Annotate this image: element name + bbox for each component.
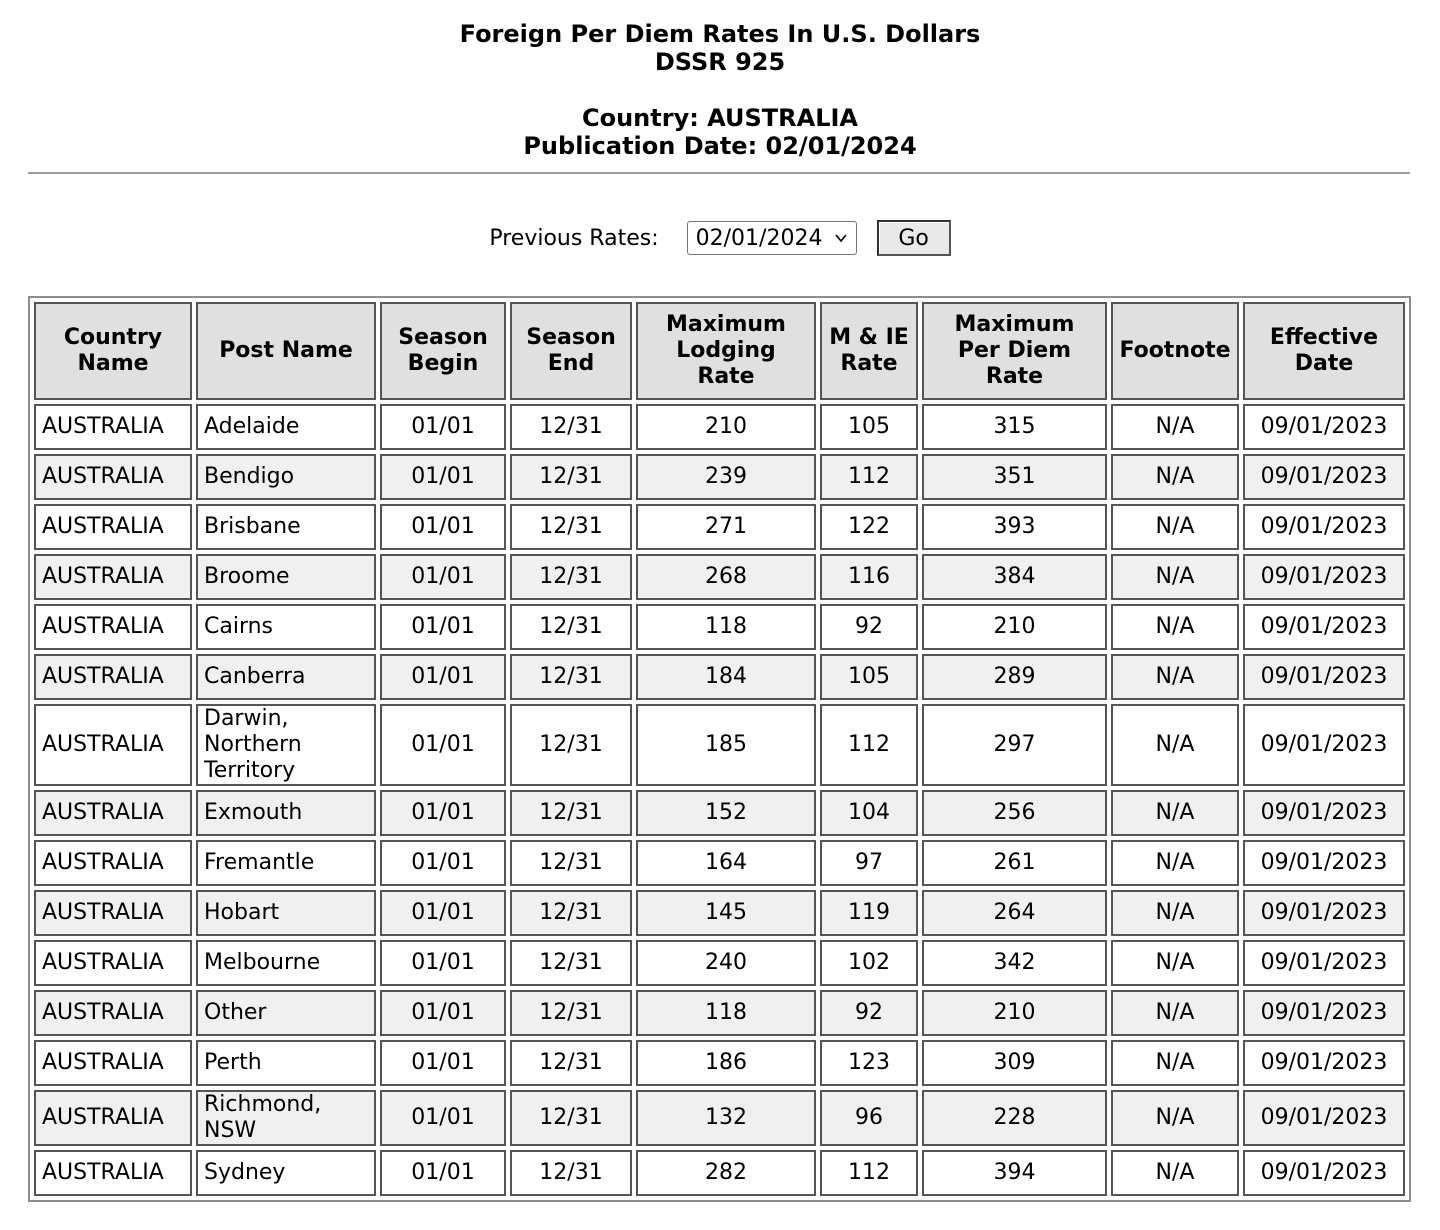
go-button[interactable]: Go [877,220,951,256]
table-cell: N/A [1111,554,1239,600]
table-cell: AUSTRALIA [34,704,192,786]
chevron-down-icon [834,231,848,245]
previous-rates-label: Previous Rates: [489,225,659,251]
table-cell: Adelaide [196,404,376,450]
table-cell: 210 [636,404,816,450]
table-cell: 09/01/2023 [1243,990,1405,1036]
country-line: Country: AUSTRALIA [581,104,858,132]
table-cell: AUSTRALIA [34,940,192,986]
table-cell: Melbourne [196,940,376,986]
table-cell: 09/01/2023 [1243,604,1405,650]
table-cell: 384 [922,554,1107,600]
table-cell: 12/31 [510,604,632,650]
table-cell: AUSTRALIA [34,504,192,550]
table-row [34,1090,1405,1146]
table-cell: 240 [636,940,816,986]
table-cell: 12/31 [510,940,632,986]
table-cell: 152 [636,790,816,836]
table-cell: 12/31 [510,554,632,600]
table-cell: 119 [820,890,918,936]
table-cell: AUSTRALIA [34,1040,192,1086]
table-cell: 09/01/2023 [1243,1150,1405,1196]
table-cell: 118 [636,604,816,650]
table-cell: 09/01/2023 [1243,704,1405,786]
table-cell: 09/01/2023 [1243,790,1405,836]
table-cell: 112 [820,454,918,500]
column-header: Post Name [196,302,376,400]
table-cell: AUSTRALIA [34,604,192,650]
table-cell: AUSTRALIA [34,554,192,600]
table-cell: N/A [1111,1090,1239,1146]
table-row [34,654,1405,700]
table-cell: 97 [820,840,918,886]
table-cell: 289 [922,654,1107,700]
table-cell: 12/31 [510,790,632,836]
table-cell: 09/01/2023 [1243,504,1405,550]
table-cell: Fremantle [196,840,376,886]
table-cell: 105 [820,654,918,700]
table-cell: N/A [1111,890,1239,936]
table-cell: N/A [1111,454,1239,500]
table-cell: 12/31 [510,890,632,936]
table-cell: 01/01 [380,940,506,986]
column-header: Season Begin [380,302,506,400]
table-cell: 09/01/2023 [1243,404,1405,450]
table-cell: 09/01/2023 [1243,940,1405,986]
table-cell: 01/01 [380,1090,506,1146]
table-cell: 12/31 [510,504,632,550]
table-cell: 102 [820,940,918,986]
previous-rates-form [0,220,1440,256]
column-header: M & IE Rate [820,302,918,400]
table-row [34,554,1405,600]
table-cell: 185 [636,704,816,786]
table-body [34,404,1405,1196]
table-cell: 268 [636,554,816,600]
table-cell: Richmond, NSW [196,1090,376,1146]
table-row [34,404,1405,450]
table-cell: 01/01 [380,790,506,836]
table-cell: 09/01/2023 [1243,454,1405,500]
table-cell: Bendigo [196,454,376,500]
page-title: Foreign Per Diem Rates In U.S. Dollars [459,20,981,48]
table-cell: 12/31 [510,1150,632,1196]
table-cell: 315 [922,404,1107,450]
table-cell: AUSTRALIA [34,654,192,700]
table-cell: N/A [1111,654,1239,700]
table-cell: 239 [636,454,816,500]
column-header: Effective Date [1243,302,1405,400]
table-cell: Brisbane [196,504,376,550]
table-cell: 104 [820,790,918,836]
table-cell: AUSTRALIA [34,890,192,936]
table-cell: 228 [922,1090,1107,1146]
table-cell: AUSTRALIA [34,1090,192,1146]
table-cell: N/A [1111,840,1239,886]
table-cell: 09/01/2023 [1243,840,1405,886]
table-cell: 261 [922,840,1107,886]
horizontal-rule [28,172,1410,174]
table-row [34,840,1405,886]
table-cell: N/A [1111,604,1239,650]
column-header: Country Name [34,302,192,400]
table-cell: Canberra [196,654,376,700]
table-cell: 92 [820,990,918,1036]
table-cell: 309 [922,1040,1107,1086]
table-cell: 105 [820,404,918,450]
table-cell: 112 [820,1150,918,1196]
table-cell: Darwin, Northern Territory [196,704,376,786]
table-cell: 186 [636,1040,816,1086]
table-cell: N/A [1111,940,1239,986]
table-cell: 12/31 [510,404,632,450]
table-cell: 96 [820,1090,918,1146]
table-cell: 297 [922,704,1107,786]
table-cell: Other [196,990,376,1036]
table-cell: N/A [1111,990,1239,1036]
table-row [34,940,1405,986]
table-cell: 271 [636,504,816,550]
table-cell: 92 [820,604,918,650]
table-cell: 282 [636,1150,816,1196]
page-subtitle: DSSR 925 [654,48,786,76]
per-diem-table [30,298,1409,1200]
table-cell: 118 [636,990,816,1036]
table-row [34,704,1405,786]
table-cell: AUSTRALIA [34,840,192,886]
table-cell: 12/31 [510,1090,632,1146]
table-cell: 123 [820,1040,918,1086]
column-header: Season End [510,302,632,400]
column-header: Footnote [1111,302,1239,400]
table-cell: 01/01 [380,704,506,786]
table-cell: 09/01/2023 [1243,890,1405,936]
table-cell: 12/31 [510,654,632,700]
table-header-row [34,302,1405,400]
table-cell: 12/31 [510,454,632,500]
table-cell: AUSTRALIA [34,990,192,1036]
table-cell: 264 [922,890,1107,936]
table-cell: N/A [1111,504,1239,550]
table-cell: Cairns [196,604,376,650]
table-cell: 01/01 [380,890,506,936]
table-cell: 01/01 [380,454,506,500]
table-cell: 12/31 [510,990,632,1036]
table-cell: 112 [820,704,918,786]
table-cell: 01/01 [380,404,506,450]
table-cell: 01/01 [380,990,506,1036]
table-row [34,890,1405,936]
table-cell: N/A [1111,1150,1239,1196]
table-cell: 342 [922,940,1107,986]
table-cell: 09/01/2023 [1243,1040,1405,1086]
table-cell: 01/01 [380,504,506,550]
table-cell: 256 [922,790,1107,836]
table-cell: N/A [1111,790,1239,836]
table-cell: 394 [922,1150,1107,1196]
table-row [34,790,1405,836]
table-cell: 351 [922,454,1107,500]
table-row [34,454,1405,500]
table-cell: 132 [636,1090,816,1146]
table-row [34,1040,1405,1086]
table-cell: 09/01/2023 [1243,654,1405,700]
publication-date-line: Publication Date: 02/01/2024 [523,132,917,160]
table-cell: Exmouth [196,790,376,836]
table-cell: AUSTRALIA [34,1150,192,1196]
table-cell: 01/01 [380,1040,506,1086]
table-cell: N/A [1111,1040,1239,1086]
table-cell: 116 [820,554,918,600]
previous-rates-selected-value: 02/01/2024 [695,225,823,251]
column-header: Maximum Per Diem Rate [922,302,1107,400]
table-cell: 145 [636,890,816,936]
table-cell: 09/01/2023 [1243,1090,1405,1146]
table-cell: 01/01 [380,1150,506,1196]
table-cell: 122 [820,504,918,550]
table-cell: AUSTRALIA [34,454,192,500]
table-cell: 393 [922,504,1107,550]
table-cell: AUSTRALIA [34,790,192,836]
table-cell: 12/31 [510,704,632,786]
table-cell: 12/31 [510,840,632,886]
previous-rates-select[interactable] [687,221,857,255]
table-row [34,604,1405,650]
table-row [34,1150,1405,1196]
table-cell: N/A [1111,704,1239,786]
table-cell: 01/01 [380,604,506,650]
table-cell: 164 [636,840,816,886]
table-cell: 09/01/2023 [1243,554,1405,600]
per-diem-table-container [28,296,1411,1202]
table-cell: 12/31 [510,1040,632,1086]
table-cell: Sydney [196,1150,376,1196]
table-cell: 01/01 [380,840,506,886]
column-header: Maximum Lodging Rate [636,302,816,400]
table-cell: 210 [922,990,1107,1036]
table-cell: 184 [636,654,816,700]
table-cell: 01/01 [380,654,506,700]
table-cell: Perth [196,1040,376,1086]
table-cell: AUSTRALIA [34,404,192,450]
table-cell: Broome [196,554,376,600]
table-cell: 210 [922,604,1107,650]
table-cell: N/A [1111,404,1239,450]
page-header [0,0,1440,160]
table-row [34,504,1405,550]
table-cell: Hobart [196,890,376,936]
table-cell: 01/01 [380,554,506,600]
table-row [34,990,1405,1036]
